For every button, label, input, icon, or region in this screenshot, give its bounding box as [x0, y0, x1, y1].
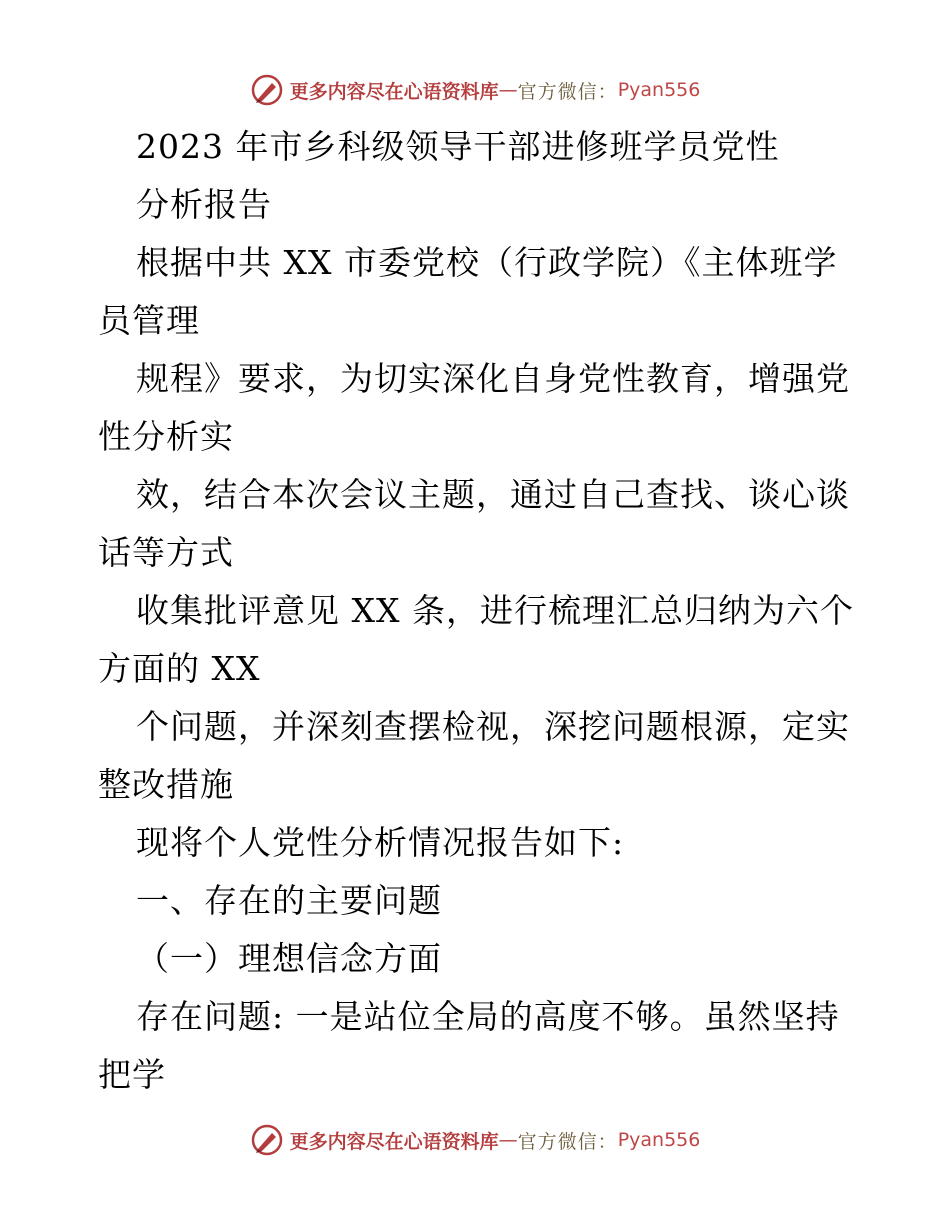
document-body	[98, 118, 858, 1104]
watermark-site-text: 更多内容尽在心语资料库	[289, 80, 499, 103]
watermark-dash: —	[498, 79, 518, 101]
header-watermark	[0, 70, 950, 110]
document-line: 分析报告	[136, 185, 272, 224]
document-line: 把学	[98, 1055, 166, 1094]
document-line: 2023 年市乡科级领导干部进修班学员党性	[136, 127, 780, 166]
document-line: 现将个人党性分析情况报告如下:	[136, 823, 625, 862]
document-line: 话等方式	[98, 533, 234, 572]
watermark-dash: —	[498, 1129, 518, 1151]
pen-logo-icon	[250, 1123, 284, 1157]
watermark-wechat-id: Pyan556	[617, 79, 701, 101]
pen-logo-icon	[250, 73, 284, 107]
document-line: 效，结合本次会议主题，通过自己查找、谈心谈	[136, 475, 850, 514]
watermark-wechat-id: Pyan556	[617, 1129, 701, 1151]
document-line: 存在问题: 一是站位全局的高度不够。虽然坚持	[136, 997, 840, 1036]
document-line: 规程》要求，为切实深化自身党性教育，增强党	[136, 359, 850, 398]
document-line: 性分析实	[98, 417, 234, 456]
watermark-wechat-label: 官方微信：	[517, 80, 618, 103]
document-line: 员管理	[98, 301, 200, 340]
document-line: （一）理想信念方面	[136, 939, 442, 978]
document-line: 根据中共 XX 市委党校（行政学院）《主体班学	[136, 243, 838, 282]
watermark-site-text: 更多内容尽在心语资料库	[289, 1130, 499, 1153]
document-line: 个问题，并深刻查摆检视，深挖问题根源，定实	[136, 707, 850, 746]
footer-watermark	[0, 1120, 950, 1160]
document-line: 整改措施	[98, 765, 234, 804]
document-line: 方面的 XX	[98, 649, 261, 688]
watermark-wechat-label: 官方微信：	[517, 1130, 618, 1153]
document-line: 收集批评意见 XX 条，进行梳理汇总归纳为六个	[136, 591, 854, 630]
document-line: 一、存在的主要问题	[136, 881, 442, 920]
